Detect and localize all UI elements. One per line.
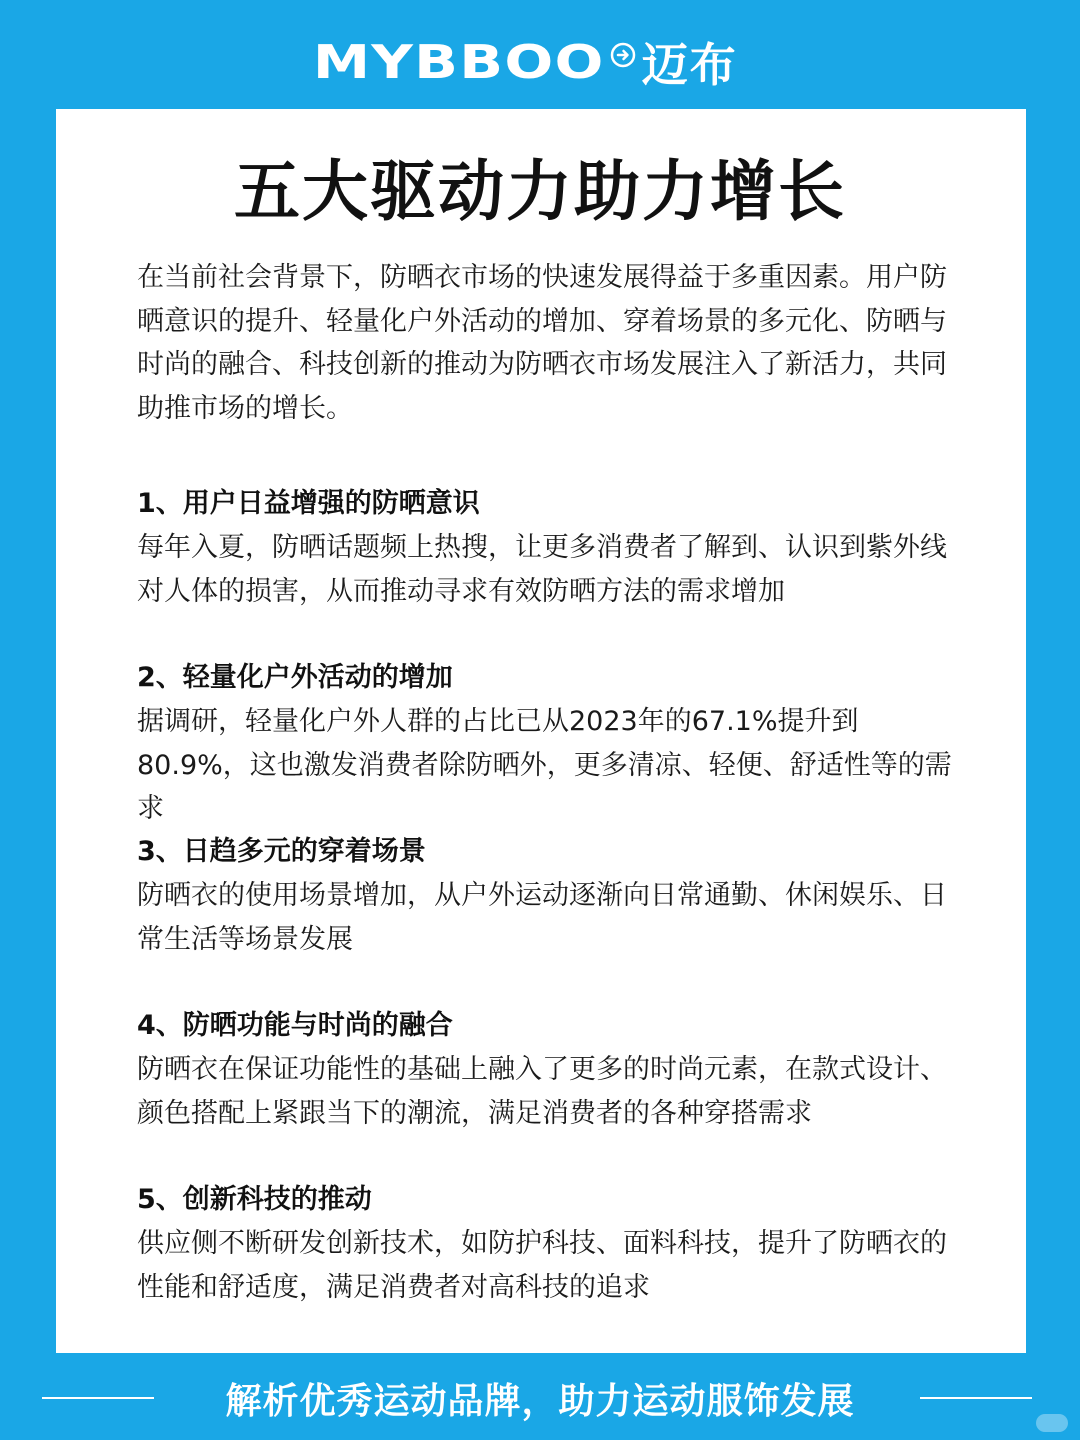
section-heading: 2、轻量化户外活动的增加 <box>137 662 453 693</box>
watermark-badge <box>1036 1414 1068 1432</box>
section-body: 每年入夏，防晒话题频上热搜，让更多消费者了解到、认识到紫外线对人体的损害，从而推动寻求有效防晒方法的需求增加 <box>137 532 947 607</box>
footer-banner <box>0 1368 1080 1428</box>
circled-arrow-icon <box>610 42 636 68</box>
brand-header <box>0 30 1080 94</box>
brand-name-cn: 迈布 <box>641 38 738 92</box>
section-heading: 5、创新科技的推动 <box>137 1184 372 1215</box>
footer-slogan: 解析优秀运动品牌，助力运动服饰发展 <box>225 1380 855 1422</box>
section-body: 据调研，轻量化户外人群的占比已从2023年的67.1%提升到80.9%，这也激发消费者除防晒外，更多清凉、轻便、舒适性等的需求 <box>137 706 952 824</box>
section-body: 供应侧不断研发创新技术，如防护科技、面料科技，提升了防晒衣的性能和舒适度，满足消费者对高科技的追求 <box>137 1228 947 1303</box>
section-heading: 1、用户日益增强的防晒意识 <box>137 488 480 519</box>
section-body: 防晒衣的使用场景增加，从户外运动逐渐向日常通勤、休闲娱乐、日常生活等场景发展 <box>137 880 947 955</box>
section-heading: 3、日趋多元的穿着场景 <box>137 836 426 867</box>
footer-divider-right <box>920 1397 1032 1399</box>
section-user-awareness <box>137 482 967 613</box>
section-wearing-scenarios <box>137 830 967 961</box>
section-lightweight-outdoor <box>137 656 967 831</box>
page-title: 五大驱动力助力增长 <box>234 153 846 230</box>
section-heading: 4、防晒功能与时尚的融合 <box>137 1010 453 1041</box>
section-tech-innovation <box>137 1178 967 1309</box>
footer-divider-left <box>42 1397 154 1399</box>
section-body: 防晒衣在保证功能性的基础上融入了更多的时尚元素，在款式设计、颜色搭配上紧跟当下的潮流，满足消费者的各种穿搭需求 <box>137 1054 947 1129</box>
brand-name-latin: MYBBOO <box>313 35 605 89</box>
intro-paragraph: 在当前社会背景下，防晒衣市场的快速发展得益于多重因素。用户防晒意识的提升、轻量化户外活动的增加、穿着场景的多元化、防晒与时尚的融合、科技创新的推动为防晒衣市场发展注入了新活力，共同助推市场的增长。 <box>137 262 947 424</box>
section-fashion-fusion <box>137 1004 967 1135</box>
